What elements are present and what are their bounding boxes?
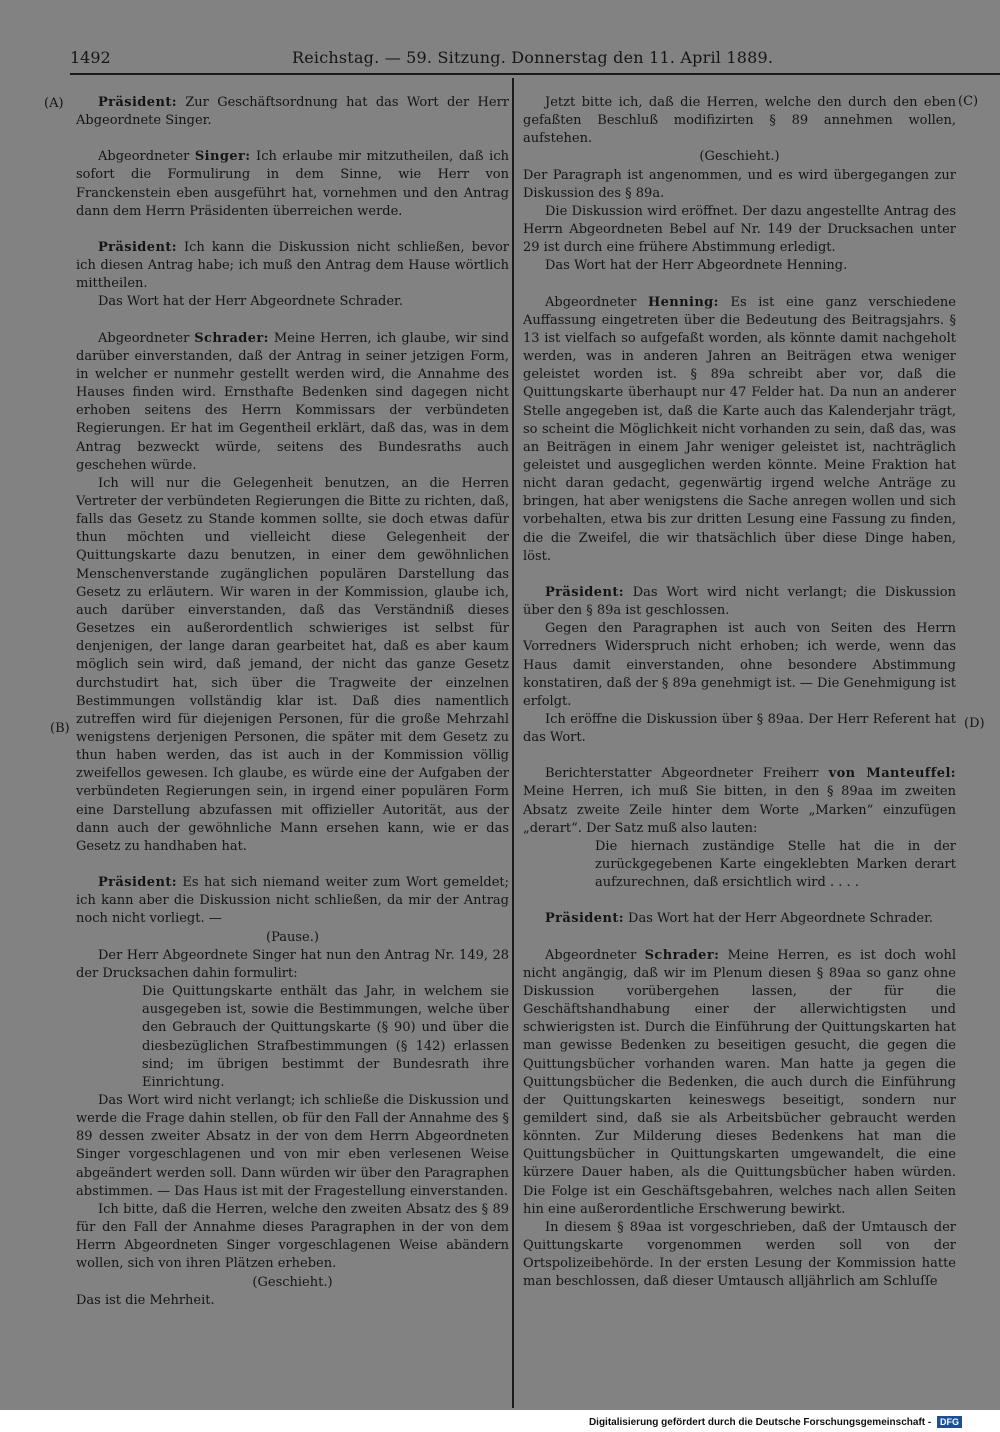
speaker-prefix: Abgeordneter	[545, 294, 648, 310]
speaker-name: Schrader:	[644, 947, 720, 963]
speaker-name: Singer:	[194, 149, 251, 165]
paragraph	[523, 167, 956, 203]
paragraph-text: In diesem § 89aa ist vorgeschrieben, daß der Umtausch der Quittungskarte vorgenommen werden soll von der Ortspolizeibehörde. In der ersten Lesung der Kommission hatte man beschlossen, daß dieser Umtausch alljährlich am Schluſſe	[523, 1219, 956, 1290]
paragraph	[523, 910, 956, 928]
header-title: Reichstag. — 59. Sitzung. Donnerstag den 11. April 1889.	[292, 48, 774, 67]
footer-credit	[589, 1416, 962, 1428]
paragraph-text: Gegen den Paragraphen ist auch von Seiten des Herrn Vorredners Widerspruch nicht erhoben; ich werde, wenn das Haus damit einverstanden, ohne besondere Abstimmung konstatiren, daß der § 89a genehmigt ist. — Die Genehmigung ist erfolgt.	[523, 621, 957, 709]
paragraph-text: Es ist eine ganz verschiedene Auffassung eingetreten über die Bedeutung des Beitragsjahrs. § 13 ist vielfach so aufgefaßt worden, als könnte damit nachgeholt werden, was in anderen Jahren an Beiträgen etwa weniger geleistet worden ist. § 89a schreibt aber vor, daß die Quittungskarte überhaupt nur 47 Felder hat. Da nun an anderer Stelle angegeben ist, daß die Karte auch das Kalenderjahr trägt, so scheint die Möglichkeit nicht vorhanden zu sein, daß das, was an Beiträgen in einem Jahr weniger geleistet ist, nachträglich geleistet und ausgeglichen werden könnte. Meine Fraktion hat nicht daran gedacht, gegenwärtig irgend welche Anträge zu bringen, hat aber wenigstens die Sache anregen wollen und sich vorbehalten, etwa bis zur dritten Lesung eine Fassung zu finden, die die Zweifel, die wir thatsächlich über diese Dinge haben, löst.	[523, 294, 956, 564]
margin-marker-b: (B)	[50, 721, 70, 736]
paragraph	[76, 330, 509, 475]
paragraph-text: Die Diskussion wird eröffnet. Der dazu angestellte Antrag des Herrn Abgeordneten Bebel auf Nr. 149 der Drucksachen unter 29 ist durch eine frühere Abstimmung erledigt.	[523, 203, 956, 256]
paragraph	[523, 1219, 956, 1292]
paragraph-text: Ich eröffne die Diskussion über § 89aa. Der Herr Referent hat das Wort.	[523, 712, 956, 746]
margin-marker-c: (C)	[958, 94, 979, 109]
speaker-prefix: Abgeordneter	[98, 330, 195, 346]
page-header	[70, 48, 1000, 70]
paragraph-text: Ich kann die Diskussion nicht schließen, bevor ich diesen Antrag habe; ich muß den Antrag dem Hause wörtlich mittheilen.	[76, 239, 509, 292]
paragraph	[523, 203, 956, 257]
speaker-name: Präsident:	[98, 875, 177, 891]
left-column	[76, 94, 509, 1310]
paragraph-text: Das Wort hat der Herr Abgeordnete Schrader.	[623, 911, 934, 927]
paragraph-text: Es hat sich niemand weiter zum Wort gemeldet; ich kann aber die Diskussion nicht schließen, da mir der Antrag noch nicht vorliegt. —	[76, 875, 509, 927]
paragraph-text: Meine Herren, ich muß Sie bitten, in den § 89aa im zweiten Absatz zweite Zeile hinter dem Worte „Marken“ einzufügen „derart“. Der Satz muß also lauten:	[523, 784, 956, 836]
speaker-prefix: Berichterstatter Abgeordneter Freiherr	[545, 766, 829, 782]
paragraph-text: Das Wort wird nicht verlangt; die Diskussion über den § 89a ist geschlossen.	[523, 584, 956, 619]
paragraph	[523, 838, 956, 892]
footer-text: Digitalisierung gefördert durch die Deutsche Forschungsgemeinschaft -	[588, 1417, 932, 1428]
speaker-name: Präsident:	[545, 911, 624, 927]
paragraph	[523, 584, 956, 620]
speaker-name: Präsident:	[545, 584, 624, 600]
paragraph	[523, 294, 956, 566]
paragraph-text: Die Quittungskarte enthält das Jahr, in welchem sie ausgegeben ist, sowie die Bestimmungen, welche über den Gebrauch der Quittungskarte (§ 90) und über die diesbezüglichen Strafbestimmungen (§ 142) erlassen sind; im übrigen bestimmt der Bundesrath ihre Einrichtung.	[142, 984, 509, 1090]
header-rule	[70, 73, 1000, 75]
page-number: 1492	[70, 48, 111, 67]
dfg-logo: DFG	[937, 1416, 962, 1428]
paragraph	[76, 1292, 509, 1310]
paragraph-text: (Geschieht.)	[699, 149, 780, 165]
speaker-name: Schrader:	[194, 330, 269, 346]
right-column	[523, 94, 956, 1292]
paragraph	[76, 983, 509, 1092]
margin-marker-a: (A)	[44, 96, 64, 111]
paragraph	[76, 929, 509, 947]
paragraph-text: Der Paragraph ist angenommen, und es wird übergegangen zur Diskussion des § 89a.	[523, 167, 956, 201]
margin-marker-d: (D)	[964, 716, 985, 731]
paragraph-text: Der Herr Abgeordnete Singer hat nun den Antrag Nr. 149, 28 der Drucksachen dahin formulirt:	[76, 947, 509, 981]
paragraph	[523, 947, 956, 1219]
column-divider	[512, 78, 514, 1408]
speaker-name: von Manteuffel:	[828, 766, 956, 782]
paragraph-text: Ich erlaube mir mitzutheilen, daß ich sofort die Formulirung in dem Sinne, wie Herr von Franckenstein eben ausgeführt hat, vornehmen und den Antrag dann dem Herrn Präsidenten überreichen werde.	[76, 149, 509, 219]
paragraph-text: Meine Herren, es ist doch wohl nicht angängig, daß wir im Plenum diesen § 89aa so ganz ohne Diskussion vorübergehen lassen, der für die Geschäftshandhabung einer der allerwichtigsten und schwierigsten ist. Durch die Einführung der Quittungskarten hat man gewisse Bedenken zu beseitigen gesucht, die gegen die Quittungsbücher vorhanden waren. Man hatte ja gegen die Quittungsbücher die Bedenken, die auch durch die Einführung der Quittungskarten keineswegs beseitigt, sondern nur gemildert sind, daß sie als Arbeitsbücher gebraucht werden könnten. Zur Milderung dieses Bedenkens hat man die Quittungsbücher in Quittungskarten umgewandelt, die eine kürzere Dauer haben, als die Quittungsbücher haben würden. Die Folge ist ein Geschäftsgebahren, welches nach allen Seiten hin eine außerordentliche Erschwerung bewirkt.	[523, 947, 956, 1217]
paragraph	[523, 765, 956, 838]
paragraph-text: Jetzt bitte ich, daß die Herren, welche den durch den eben gefaßten Beschluß modifizirten § 89 annehmen wollen, aufstehen.	[523, 95, 956, 147]
paragraph	[523, 94, 956, 148]
paragraph	[76, 1092, 509, 1201]
paragraph-text: Die hiernach zuständige Stelle hat die in der zurückgegebenen Karte eingeklebten Marken derart aufzurechnen, daß ersichtlich wird . . . .	[595, 838, 956, 891]
paragraph	[76, 874, 509, 928]
paragraph-text: Zur Geschäftsordnung hat das Wort der Herr Abgeordnete Singer.	[76, 95, 509, 129]
paragraph-text: Das Wort wird nicht verlangt; ich schließe die Diskussion und werde die Frage dahin stellen, ob für den Fall der Annahme des § 89 dessen zweiter Absatz in der von dem Herrn Abgeordneten Singer vorgeschlagenen und von mir eben verlesenen Weise abgeändert werden soll. Dann würden wir über den Paragraphen abstimmen. — Das Haus ist mit der Fragestellung einverstanden.	[76, 1092, 509, 1199]
paragraph-text: Meine Herren, ich glaube, wir sind darüber einverstanden, daß der Antrag in seiner jetzigen Form, in welcher er nunmehr gestellt werden wird, die Annahme des Hauses finden wird. Ernsthafte Bedenken sind dagegen nicht erhoben seitens des Herrn Kommissars der verbündeten Regierungen. Er hat im Gegentheil erklärt, daß das, was in dem Antrag bezweckt würde, seitens des Bundesraths auch geschehen würde.	[76, 330, 509, 473]
paragraph	[76, 94, 509, 130]
paragraph-text: Das Wort hat der Herr Abgeordnete Henning.	[545, 258, 848, 274]
paragraph-text: Ich will nur die Gelegenheit benutzen, an die Herren Vertreter der verbündeten Regierungen die Bitte zu richten, daß, falls das Gesetz zu Stande kommen sollte, sie doch etwas dafür thun möchten und vielleicht diese Gelegenheit der Quittungskarte dazu benutzen, in einer dem gewöhnlichen Menschenverstande zugänglichen populären Darstellung das Gesetz zu erläutern. Wir waren in der Kommission, glaube ich, auch darüber einverstanden, daß das Verständniß dieses Gesetzes ein außerordentlich schwieriges ist selbst für denjenigen, der lange daran gearbeitet hat, daß es aber kaum möglich sein wird, daß jemand, der nicht das ganze Gesetz durchstudirt hat, sich über die Tragweite der einzelnen Bestimmungen vollständig klar ist. Daß dies namentlich zutreffen wird für diejenigen Personen, für die große Mehrzahl wenigstens derjenigen Personen, die später mit dem Gesetz zu thun haben werden, das ist auch in der Kommission völlig zweifellos gewesen. Ich glaube, es würde eine der Aufgaben der verbündeten Regierungen sein, in irgend einer populären Form eine Darstellung abzufassen mit offizieller Autorität, aus der dann auch der gewöhnliche Mann ersehen kann, wie er das Gesetz zu handhaben hat.	[76, 475, 509, 854]
speaker-prefix: Abgeordneter	[545, 947, 645, 963]
speaker-name: Präsident:	[98, 239, 177, 255]
speaker-prefix: Abgeordneter	[98, 149, 195, 165]
paragraph-text: Ich bitte, daß die Herren, welche den zweiten Absatz des § 89 für den Fall der Annahme dieses Paragraphen in der von dem Herrn Abgeordneten Singer vorgeschlagenen Weise abändern wollen, sich von ihren Plätzen erheben.	[76, 1201, 509, 1272]
paragraph-text: Das ist die Mehrheit.	[76, 1292, 215, 1308]
paragraph	[523, 620, 956, 711]
paragraph-text: (Geschieht.)	[252, 1274, 333, 1290]
paragraph	[76, 475, 509, 856]
paragraph-text: Das Wort hat der Herr Abgeordnete Schrader.	[98, 294, 403, 310]
paragraph	[523, 257, 956, 275]
paragraph	[76, 293, 509, 311]
paragraph	[523, 148, 956, 166]
paragraph	[76, 1201, 509, 1274]
paragraph-text: (Pause.)	[266, 929, 319, 945]
paragraph	[76, 947, 509, 983]
paragraph	[76, 239, 509, 293]
speaker-name: Henning:	[647, 294, 719, 310]
speaker-name: Präsident:	[98, 95, 177, 110]
paragraph	[523, 711, 956, 747]
paragraph	[76, 1274, 509, 1292]
paragraph	[76, 148, 509, 221]
